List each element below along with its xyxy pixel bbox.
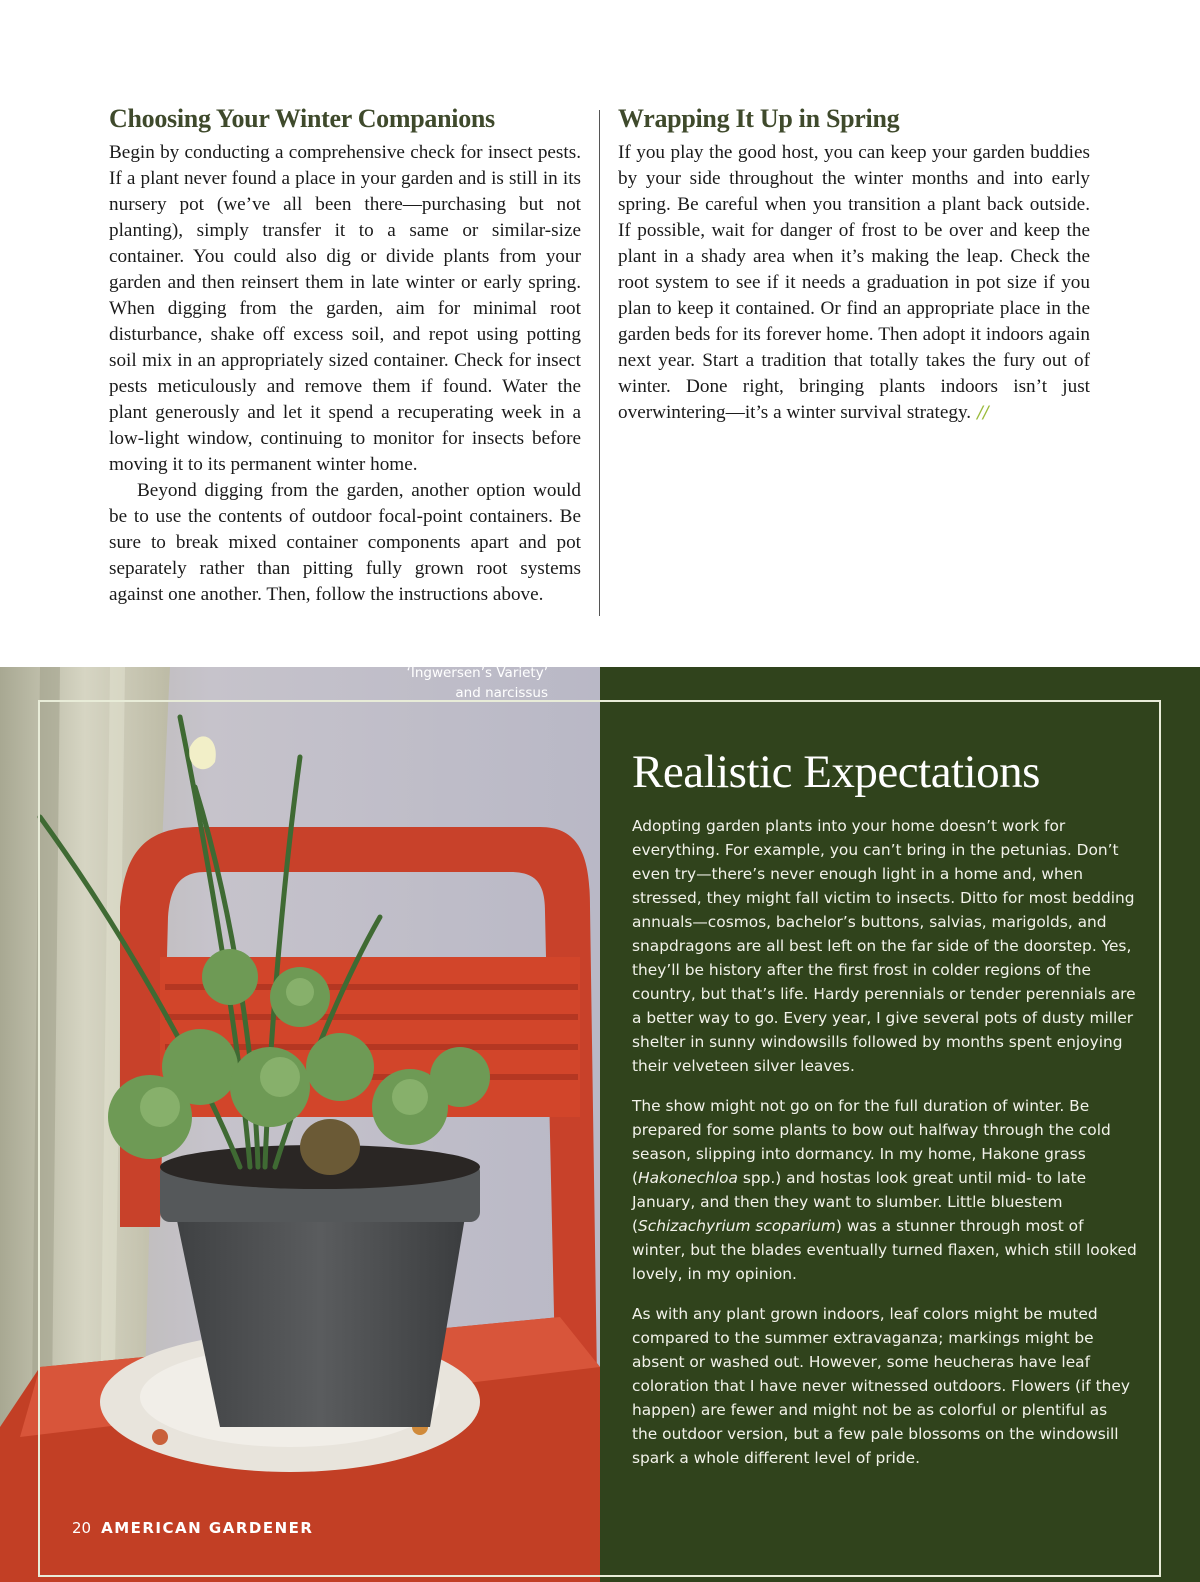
sidebar-paragraph: Adopting garden plants into your home doesn’t work for everything. For example, you can’t bring in the petunias. Don’t even try—there’s never enough light in a home and, when stressed, they might fall victim to insects. Ditto for most bedding annuals—cosmos, bachelor’s buttons, salvias, marigolds, and snapdragons are all best left on the far side of the doorstep. Yes, they’ll be history after the first frost in colder regions of the country, but that’s life. Hardy perennials or tender perennials are a better way to go. Every year, I give several pots of dusty miller shelter in sunny windowsills followed by months spent enjoying their velveteen silver leaves.: [632, 817, 1136, 1075]
sidebar-title: Realistic Expectations: [632, 746, 1040, 798]
section-heading-winter-companions: Choosing Your Winter Companions: [109, 104, 495, 133]
right-column: [618, 104, 1090, 426]
sidebar-panel: [600, 667, 1200, 1582]
text-run: ) was a stunner through most of winter, but the blades eventually turned flaxen, which still looked lovely, in my opinion.: [632, 1217, 1137, 1283]
sidebar-paragraph: [632, 1094, 1137, 1286]
left-column: [109, 104, 581, 608]
caption-line: and narcissus: [455, 685, 548, 701]
caption-line: ‘Ingwersen’s Variety’: [406, 665, 548, 681]
sidebar-paragraph: As with any plant grown indoors, leaf colors might be muted compared to the summer extravaganza; markings might be absent or washed out. However, some heucheras have leaf coloration that I have never witnessed outdoors. Flowers (if they happen) are fewer and might not be as colorful or plentiful as the outdoor version, but a few pale blossoms on the windowsill spark a whole different level of pride.: [632, 1305, 1130, 1467]
text-run: spp.) and hostas look great until mid- to late January, and then they want to slumber. Little bluestem (: [632, 1169, 1087, 1235]
column-divider: [599, 110, 600, 616]
paragraph: [618, 140, 1090, 426]
text-run: The show might not go on for the full duration of winter. Be prepared for some plants to bow out halfway through the cold season, slipping into dormancy. In my home, Hakone grass (: [632, 1097, 1111, 1187]
publication-name: AMERICAN GARDENER: [101, 1519, 314, 1537]
section-heading-wrapping-up: Wrapping It Up in Spring: [618, 104, 900, 133]
plant-photo: [0, 667, 600, 1582]
paragraph: Begin by conducting a comprehensive check for insect pests. If a plant never found a place in your garden and is still in its nursery pot (we’ve all been there—purchasing but not planting), simply transfer it to a same or similar-size container. You could also dig or divide plants from your garden and then reinsert them in late winter or early spring. When digging from the garden, aim for minimal root disturbance, shake off excess soil, and repot using potting soil mix in an appropriately sized container. Check for insect pests meticulously and remove them if found. Water the plant generously and let it spend a recuperating week in a low-light window, continuing to monitor for insects before moving it to its permanent winter home.: [109, 142, 581, 475]
caption-line: Geranium macrorrhizum: [382, 645, 548, 661]
scientific-name: Hakonechloa: [638, 1169, 738, 1187]
paragraph-text: If you play the good host, you can keep your garden buddies by your side throughout the winter months and into early spring. Be careful when you transition a plant back outside. If possible, wait for danger of frost to be over and keep the plant in a shady area when it’s making the leap. Check the root system to see if it needs a graduation in pot size if you plan to keep it contained. Or find an appropriate place in the garden beds for its forever home. Then adopt it indoors again next year. Start a tradition that totally takes the fury out of winter. Done right, bringing plants indoors isn’t just overwintering—it’s a winter survival strategy.: [618, 142, 1090, 423]
photo-illustration: [0, 667, 600, 1582]
scientific-name: Schizachyrium scoparium: [638, 1217, 836, 1235]
page-number: 20: [72, 1519, 92, 1537]
sidebar-body: [632, 814, 1137, 1486]
paragraph: Beyond digging from the garden, another option would be to use the contents of outdoor focal-point containers. Be sure to break mixed container components apart and pot separately rather than pitting fully grown root systems against one another. Then, follow the instructions above.: [109, 480, 581, 605]
end-mark-icon: //: [977, 403, 989, 423]
folio: [72, 1519, 313, 1537]
photo-caption: [382, 643, 548, 703]
